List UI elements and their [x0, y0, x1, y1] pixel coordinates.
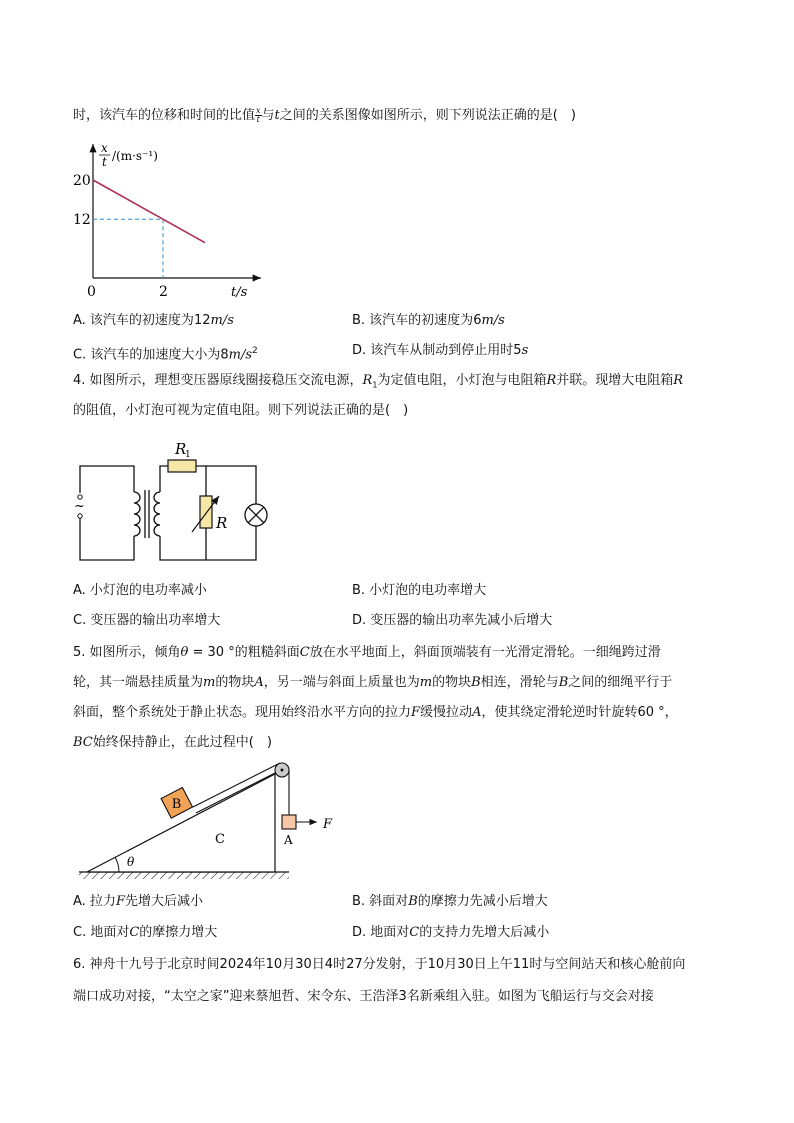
- q5-option-d[interactable]: [352, 923, 549, 943]
- q5-text: ，使其绕定滑轮逆时针旋转: [481, 705, 638, 720]
- q5-stem-line1: [73, 643, 661, 663]
- q6-number: 10: [427, 957, 445, 972]
- q5-text: 之间的细绳平行于: [568, 675, 673, 690]
- q5-text: 的物块: [215, 675, 255, 690]
- q5-text: 斜面，整个系统处于静止状态。现用始终沿水平方向的拉力: [73, 705, 412, 720]
- var-m: m: [203, 675, 216, 690]
- var-a: A: [472, 705, 482, 720]
- q5-text: 放在水平地面上，斜面顶端装有一光滑定滑轮。一细绳跨过滑: [309, 645, 661, 660]
- q5-angle: 60 °: [637, 705, 665, 720]
- y-label-unit: /(m·s⁻¹): [112, 149, 158, 163]
- q3-option-d[interactable]: [352, 341, 528, 361]
- q6-number: 10: [265, 957, 283, 972]
- q4-text: 的阻值，小灯泡可视为定值电阻。则下列说法正确的是( ): [73, 403, 409, 418]
- q4-option-b[interactable]: [352, 581, 486, 601]
- q3-option-c[interactable]: [73, 341, 258, 365]
- option-text: C. 变压器的输出功率增大: [73, 613, 221, 628]
- y-label-num: x: [101, 141, 108, 155]
- ac-source-icon: [74, 495, 85, 518]
- r1-label: R: [175, 440, 187, 458]
- q5-text: 的物块: [432, 675, 472, 690]
- option-text: B. 小灯泡的电功率增大: [352, 583, 487, 598]
- q5-stem-line4: [73, 733, 272, 753]
- var-theta: θ: [180, 645, 189, 660]
- var-r: R: [673, 373, 684, 388]
- x-tick-label-2: 2: [159, 284, 168, 300]
- block-b-label: B: [171, 796, 182, 812]
- block-b: [161, 787, 192, 818]
- option-var: C: [129, 925, 140, 940]
- q5-option-b[interactable]: [352, 892, 548, 912]
- var-b: B: [558, 675, 569, 690]
- var-r1-sub: 1: [372, 380, 378, 390]
- option-text: C. 该汽车的加速度大小为: [73, 347, 221, 363]
- theta-label: θ: [127, 855, 135, 869]
- option-text: B. 该汽车的初速度为: [352, 313, 474, 328]
- q3-stem-text-c: 之间的关系图像如图所示，则下列说法正确的是( ): [279, 108, 576, 123]
- option-var: F: [115, 894, 125, 909]
- q5-stem-line2: [73, 673, 672, 693]
- q6-text: 月: [444, 957, 458, 972]
- q5-stem-line3: [73, 703, 678, 723]
- q6-text: 端口成功对接，“太空之家”迎来蔡旭哲、宋令东、王浩泽: [73, 989, 399, 1004]
- lamp-icon: [245, 504, 267, 526]
- force-f-label: F: [323, 817, 333, 832]
- frac-numerator: x: [256, 106, 261, 115]
- option-value: 6: [473, 313, 482, 328]
- block-a: [282, 815, 296, 829]
- q5-text: 始终保持静止，在此过程中( ): [92, 735, 272, 750]
- q6-text: 时与空间站天和核心舱前向: [529, 957, 686, 972]
- q5-text: ，: [664, 705, 678, 720]
- q5-option-a[interactable]: [73, 892, 203, 912]
- q4-text: 为定值电阻，小灯泡与电阻箱: [377, 373, 547, 388]
- q6-number: 4: [324, 957, 334, 972]
- option-text: D. 变压器的输出功率先减小后增大: [352, 613, 553, 628]
- q4-option-d[interactable]: [352, 611, 552, 631]
- q5-text: 的粗糙斜面: [234, 645, 300, 660]
- option-exponent: 2: [252, 346, 258, 356]
- q6-number: 30: [457, 957, 474, 972]
- q4-stem-line2: [73, 401, 408, 421]
- frac-denominator: t: [256, 115, 260, 124]
- primary-coil: [134, 492, 140, 536]
- q5-text: 缓慢拉动: [420, 705, 473, 720]
- var-r: R: [546, 373, 557, 388]
- q3-stem-text-b: 与: [261, 108, 275, 123]
- q5-incline-diagram: [75, 760, 345, 880]
- var-a: A: [254, 675, 264, 690]
- option-text: D. 地面对: [352, 925, 410, 940]
- q6-number: 27: [346, 957, 363, 972]
- option-var: C: [409, 925, 420, 940]
- option-text: 的摩擦力先减小后增大: [417, 894, 548, 909]
- pulley-axle: [281, 769, 284, 772]
- q3-stem: [73, 106, 576, 126]
- q4-stem-line1: [73, 371, 683, 396]
- option-text: 先增大后减小: [124, 894, 203, 909]
- q5-text: 5. 如图所示，倾角: [73, 645, 181, 660]
- q3-stem-var: t: [274, 108, 280, 123]
- data-line: [93, 180, 205, 243]
- q6-text: 日: [311, 957, 325, 972]
- option-unit: m/s: [481, 313, 505, 328]
- block-a-label: A: [284, 833, 293, 847]
- option-text: 的摩擦力增大: [139, 925, 218, 940]
- q5-option-c[interactable]: [73, 923, 217, 943]
- option-text: A. 拉力: [73, 894, 116, 909]
- q6-text: 分发射，于: [362, 957, 428, 972]
- q4-text: 并联。现增大电阻箱: [556, 373, 674, 388]
- q6-text: 年: [252, 957, 266, 972]
- q3-option-a[interactable]: [73, 311, 234, 331]
- y-tick-label-20: 20: [73, 173, 91, 189]
- q3-chart: [65, 140, 265, 305]
- q6-stem-line2: [73, 987, 654, 1007]
- option-unit: m/s: [210, 313, 234, 328]
- q4-option-a[interactable]: [73, 581, 207, 601]
- r1-label-sub: 1: [185, 450, 191, 460]
- q4-option-c[interactable]: [73, 611, 220, 631]
- var-b: B: [471, 675, 481, 690]
- q5-text: 相连，滑轮与: [480, 675, 559, 690]
- resistor-r1: [168, 460, 196, 472]
- q6-text: 6. 神舟十九号于北京时间: [73, 957, 220, 972]
- var-f: F: [411, 705, 421, 720]
- q5-equation: = 30: [188, 645, 225, 660]
- q4-text: 4. 如图所示，理想变压器原线圈接稳压交流电源，: [73, 373, 363, 388]
- option-text: D. 该汽车从制动到停止用时: [352, 343, 514, 358]
- var-m: m: [419, 675, 433, 690]
- q3-stem-text-a: 时，该汽车的位移和时间的比值: [73, 108, 256, 123]
- q4-circuit-diagram: [70, 438, 280, 573]
- secondary-coil: [154, 492, 160, 536]
- q3-option-b[interactable]: [352, 311, 505, 331]
- option-value: 12: [193, 313, 211, 328]
- ac-symbol: ~: [74, 499, 85, 514]
- var-bc: BC: [73, 735, 93, 750]
- primary-wire: [80, 466, 134, 560]
- q5-text: ，另一端与斜面上质量也为: [263, 675, 420, 690]
- option-text: 的支持力先增大后减小: [419, 925, 550, 940]
- incline-c-label: C: [215, 832, 225, 847]
- q6-number: 3: [398, 989, 407, 1004]
- q5-degree: °: [224, 645, 235, 660]
- q6-text: 日上午: [473, 957, 513, 972]
- option-value: 5: [513, 343, 522, 358]
- var-c: C: [299, 645, 310, 660]
- q6-text: 名新乘组入驻。如图为飞船运行与交会对接: [406, 989, 654, 1004]
- option-text: A. 该汽车的初速度为: [73, 313, 194, 328]
- option-var: B: [408, 894, 418, 909]
- option-text: B. 斜面对: [352, 894, 409, 909]
- q5-text: 轮，其一端悬挂质量为: [73, 675, 204, 690]
- origin-label: 0: [87, 284, 96, 300]
- option-unit: s: [521, 343, 529, 358]
- ground-hatch: [79, 872, 289, 879]
- q6-text: 时: [333, 957, 347, 972]
- q6-stem-line1: [73, 955, 685, 975]
- y-tick-label-12: 12: [73, 212, 91, 229]
- q6-number: 2024: [219, 957, 253, 972]
- q6-number: 30: [295, 957, 312, 972]
- var-r1: R: [362, 373, 373, 388]
- y-label-den: t: [102, 155, 107, 169]
- q6-number: 11: [512, 957, 530, 972]
- x-axis-label: t/s: [231, 285, 248, 300]
- option-unit: m/s: [228, 347, 253, 363]
- option-text: A. 小灯泡的电功率减小: [73, 583, 207, 598]
- rheostat-r: [200, 496, 212, 528]
- q6-text: 月: [282, 957, 296, 972]
- r-label: R: [216, 514, 228, 532]
- option-text: C. 地面对: [73, 925, 130, 940]
- option-value: 8: [220, 347, 229, 363]
